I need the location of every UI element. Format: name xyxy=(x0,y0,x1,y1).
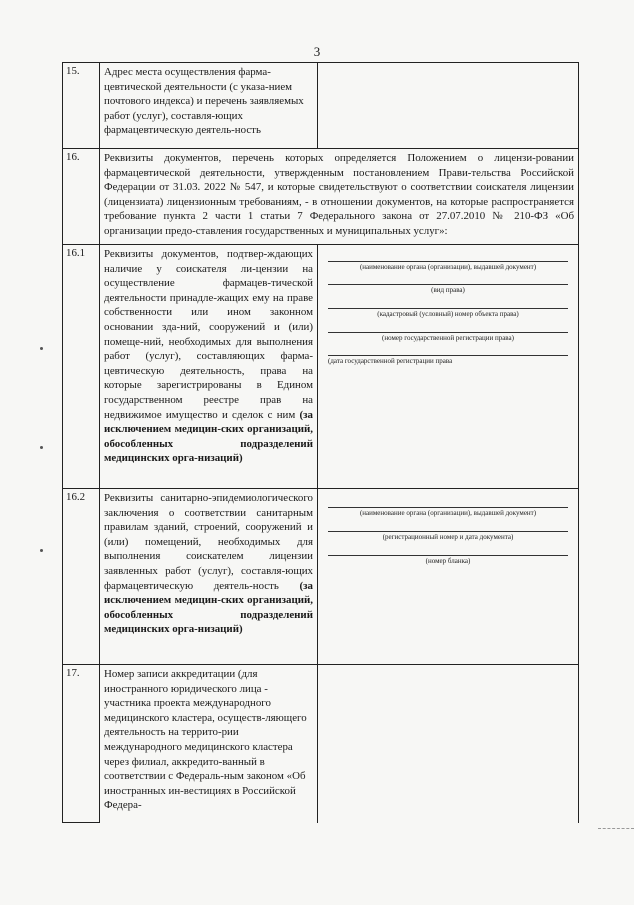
row-label xyxy=(104,247,313,466)
row-label-text: Реквизиты санитарно-эпидемиологического заключения о соответствии санитарным правилам зданий, строений, сооружений и (или) помещений, необходимых для выполнения соискателем лицензии заявленных работ (услуг), составля-ющих фармацевтическую деятель-ность xyxy=(104,492,313,592)
right-type-field[interactable] xyxy=(328,284,568,295)
field-caption: (наименование органа (организации), выдавшей документ) xyxy=(359,263,537,271)
cadastral-number-field[interactable] xyxy=(328,308,568,319)
table-row xyxy=(63,245,579,489)
row-number: 16. xyxy=(63,149,100,245)
table-row xyxy=(63,149,579,245)
row-number: 16.2 xyxy=(63,489,100,665)
registration-date-field[interactable] xyxy=(328,355,568,366)
scan-mark xyxy=(40,347,43,350)
issuing-authority-field[interactable] xyxy=(328,507,568,518)
sanitary-conclusion-field xyxy=(318,489,579,665)
issuing-authority-field[interactable] xyxy=(328,261,568,272)
registration-number-field[interactable] xyxy=(328,332,568,343)
scan-mark xyxy=(40,446,43,449)
field-caption: (кадастровый (условный) номер объекта права) xyxy=(377,310,519,318)
row-number: 15. xyxy=(63,63,100,149)
page-number: 3 xyxy=(313,44,321,59)
row-label: Адрес места осуществления фарма-цевтической деятельности (с указа-нием почтового индекса) и перечень заявляемых работ (услуг), составля-ющих фармацевтическую деятель-ность xyxy=(100,63,318,149)
row-label-exception: (за исключением медицин-ских организаций, обособленных подразделений медицинских орга-низаций) xyxy=(104,579,313,636)
row-label-text: Реквизиты документов, подтвер-ждающих наличие у соискателя ли-цензии на осуществление фармацев-тической деятельности принадле-жащих ему на праве собственности или ином законном основании зда-ний, сооружений и (или) помеще-ний, необходимых для выполнения работ (услуг), составляющих фарма-цевтическую деятельность, права на которые зарегистрированы в Едином государственном реестре прав на недвижимое имущество и сделок с ним xyxy=(104,248,313,421)
row-label-exception: (за исключением медицин-ских организаций, обособленных подразделений медицинских орга-низаций) xyxy=(104,408,313,465)
property-documents-field xyxy=(318,245,579,489)
field-caption: (вид права) xyxy=(431,286,465,294)
field-caption: (дата государственной регистрации права xyxy=(328,357,453,365)
row-label: Реквизиты документов, перечень которых определяется Положением о лицензи-ровании фармацевтической деятельности, утвержденным постановлением Прави-тельства Российской Федерации от 31.03. 2022 № 547, и которые свидетельствуют о соответствии соискателя лицензии (лицензиата) лицензионным требованиям, - в отношении документов, на которые распространяется требование пункта 2 части 1 статьи 7 Федерального закона от 27.07.2010 № 210-ФЗ «Об организации предо-ставления государственных и муниципальных услуг»: xyxy=(100,149,579,245)
scan-mark xyxy=(40,549,43,552)
row-label: Номер записи аккредитации (для иностранного юридического лица - участника проекта международного медицинского кластера, осуществ-ляющего деятельность на террито-рии международного медицинского кластера через филиал, аккредито-ванный в соответствии с Федераль-ным законом «Об иностранных ин-вестициях в Российской Федера- xyxy=(100,665,318,823)
table-row xyxy=(63,63,579,149)
field-caption: (номер бланка) xyxy=(425,557,471,565)
table-row xyxy=(63,489,579,665)
accreditation-number-field[interactable] xyxy=(318,665,579,823)
row-number: 17. xyxy=(63,665,100,823)
form-number-field[interactable] xyxy=(328,555,568,566)
table-row xyxy=(63,665,579,823)
field-caption: (номер государственной регистрации права) xyxy=(382,334,514,342)
registration-number-date-field[interactable] xyxy=(328,531,568,542)
cut-line-decoration xyxy=(598,828,634,829)
field-caption: (регистрационный номер и дата документа) xyxy=(382,533,514,541)
address-value-field[interactable] xyxy=(318,63,579,149)
row-label xyxy=(104,491,313,637)
field-caption: (наименование органа (организации), выдавшей документ) xyxy=(359,509,537,517)
row-number: 16.1 xyxy=(63,245,100,489)
application-table xyxy=(62,62,579,823)
